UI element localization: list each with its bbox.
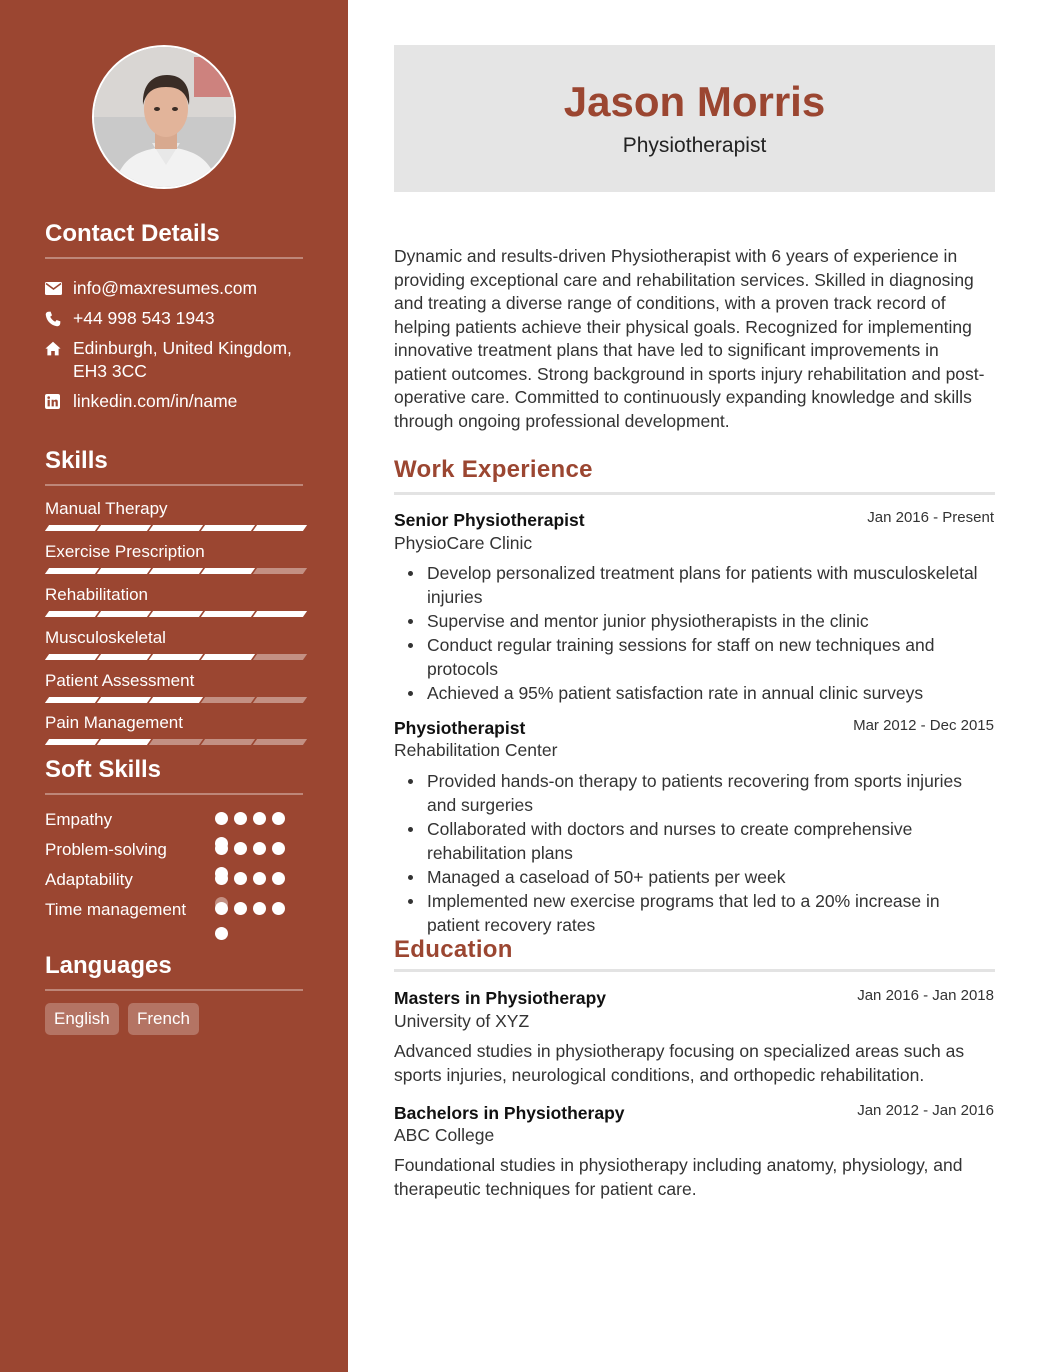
skill-segment-empty [253,697,307,703]
skill-segment-empty [253,739,307,745]
skill-label: Rehabilitation [45,585,149,604]
skill-segment-filled [45,568,99,574]
job-employer: Rehabilitation Center [394,740,558,760]
skill-segment-filled [45,654,99,660]
skill-segment-filled [97,654,151,660]
job-employer: PhysioCare Clinic [394,533,533,553]
contact-phone-text: +44 998 543 1943 [73,308,215,328]
rating-dot-filled [215,902,228,915]
contact-email[interactable] [45,277,303,300]
main-content [394,0,995,1372]
soft-skills-divider [45,793,303,795]
skill-segment-filled [149,697,203,703]
rating-dot-filled [253,842,266,855]
skill-meter [45,611,303,617]
soft-skills-section [45,755,303,919]
rating-dot-filled [215,872,228,885]
degree-description: Advanced studies in physiotherapy focusing on specialized areas such as sports injuries, neurological conditions, and orthopedic rehabilitation. [394,1041,965,1085]
skill-segment-filled [45,525,99,531]
skill-segment-filled [97,525,151,531]
rating-dot-filled [253,872,266,885]
soft-skill-label: Adaptability [45,870,133,889]
skill-item [45,670,303,713]
skill-label: Patient Assessment [45,671,195,690]
rating-dot-filled [215,927,228,940]
languages-section [45,951,303,1028]
job-bullet: Achieved a 95% patient satisfaction rate in annual clinic surveys [394,681,995,705]
education-divider [394,969,995,972]
resume-header [394,45,995,192]
skill-item [45,627,303,670]
skill-item [45,498,303,541]
work-experience-divider [394,492,995,495]
rating-dot-filled [272,872,285,885]
contact-address-text: Edinburgh, United Kingdom, EH3 3CC [73,338,292,381]
skill-segment-filled [253,525,307,531]
avatar [92,45,236,189]
rating-dot-filled [234,812,247,825]
skill-segment-filled [97,739,151,745]
job-bullet: Collaborated with doctors and nurses to create comprehensive rehabilitation plans [394,817,995,865]
skill-meter [45,654,303,660]
job-bullet: Supervise and mentor junior physiotherapists in the clinic [394,609,995,633]
degree-dates: Jan 2016 - Jan 2018 [857,987,994,1004]
skill-segment-filled [97,568,151,574]
job-title: Physiotherapist [394,718,526,738]
school-name: ABC College [394,1125,495,1145]
contact-linkedin[interactable] [45,390,303,413]
rating-dot-filled [272,812,285,825]
soft-skill-label: Problem-solving [45,840,167,859]
skills-section [45,446,303,732]
rating-dot-filled [272,902,285,915]
skills-heading: Skills [45,447,108,474]
contact-linkedin-text: linkedin.com/in/name [73,391,238,411]
skill-segment-filled [45,611,99,617]
sidebar [0,0,348,1372]
professional-summary: Dynamic and results-driven Physiotherapist with 6 years of experience in providing exceptional care and rehabilitation services. Skilled in diagnosing and treating a diverse range of conditions, with a proven track record of helping patients achieve their physical goals. Recognized for implementing innovative treatment plans that have led to significant improvements in patient outcomes. Strong background in sports injury rehabilitation and post-operative care. Committed to continuously expanding knowledge and skills through ongoing professional development. [394,246,985,431]
skill-segment-empty [253,654,307,660]
rating-dot-filled [234,872,247,885]
skill-segment-filled [149,525,203,531]
job-dates: Mar 2012 - Dec 2015 [853,717,994,734]
skill-segment-filled [149,654,203,660]
degree-title: Bachelors in Physiotherapy [394,1103,625,1123]
skill-segment-filled [253,611,307,617]
soft-skill-label: Empathy [45,810,113,829]
contact-heading: Contact Details [45,220,220,247]
skill-segment-filled [201,525,255,531]
skill-segment-filled [201,611,255,617]
skill-item [45,584,303,627]
languages-divider [45,989,303,991]
skill-segment-empty [201,697,255,703]
skill-label: Pain Management [45,713,183,732]
degree-description: Foundational studies in physiotherapy including anatomy, physiology, and therapeutic techniques for patient care. [394,1155,963,1199]
school-name: University of XYZ [394,1011,530,1031]
skill-label: Manual Therapy [45,499,168,518]
skills-divider [45,484,303,486]
education-heading: Education [394,936,513,963]
language-chip: English [45,1003,119,1035]
skill-label: Musculoskeletal [45,628,166,647]
skill-segment-empty [149,739,203,745]
job-bullet: Implemented new exercise programs that led to a 20% increase in patient recovery rates [394,889,995,937]
skill-segment-filled [45,697,99,703]
rating-dot-filled [272,842,285,855]
phone-icon [45,307,73,330]
skill-item [45,541,303,584]
skill-segment-filled [201,654,255,660]
rating-dot-filled [253,812,266,825]
job-title: Senior Physiotherapist [394,510,585,530]
languages-heading: Languages [45,952,172,979]
contact-section [45,219,303,411]
soft-skills-heading: Soft Skills [45,756,162,783]
job-bullet: Conduct regular training sessions for staff on new techniques and protocols [394,633,995,681]
job-bullet: Provided hands-on therapy to patients recovering from sports injuries and surgeries [394,769,995,817]
skill-label: Exercise Prescription [45,542,205,561]
skill-item [45,712,303,755]
skill-segment-filled [201,568,255,574]
language-list [45,1003,303,1035]
contact-divider [45,257,303,259]
skill-segment-filled [45,739,99,745]
skill-meter [45,568,303,574]
job-dates: Jan 2016 - Present [867,509,994,526]
email-icon [45,277,73,300]
rating-dot-filled [253,902,266,915]
contact-email-text: info@maxresumes.com [73,278,258,298]
contact-phone[interactable] [45,307,303,330]
job-bullets [394,769,995,937]
soft-skill-label: Time management [45,900,187,919]
skill-segment-filled [149,611,203,617]
degree-title: Masters in Physiotherapy [394,988,607,1008]
skill-meter [45,697,303,703]
job-bullets [394,561,995,705]
skill-meter [45,525,303,531]
skill-segment-filled [97,697,151,703]
rating-dot-filled [234,842,247,855]
home-icon [45,337,73,360]
skill-segment-filled [97,611,151,617]
job-bullet: Develop personalized treatment plans for patients with musculoskeletal injuries [394,561,995,609]
job-bullet: Managed a caseload of 50+ patients per week [394,865,995,889]
contact-address [45,337,303,383]
rating-dot-filled [215,812,228,825]
work-experience-heading: Work Experience [394,456,593,483]
language-chip: French [128,1003,199,1035]
skill-segment-filled [149,568,203,574]
degree-dates: Jan 2012 - Jan 2016 [857,1102,994,1119]
skill-segment-empty [253,568,307,574]
linkedin-icon [45,390,73,413]
candidate-title: Physiotherapist [622,134,767,157]
candidate-name: Jason Morris [563,78,826,125]
rating-dot-filled [215,842,228,855]
skill-meter [45,739,303,745]
skill-segment-empty [201,739,255,745]
profile-photo [94,47,236,189]
rating-dot-filled [234,902,247,915]
